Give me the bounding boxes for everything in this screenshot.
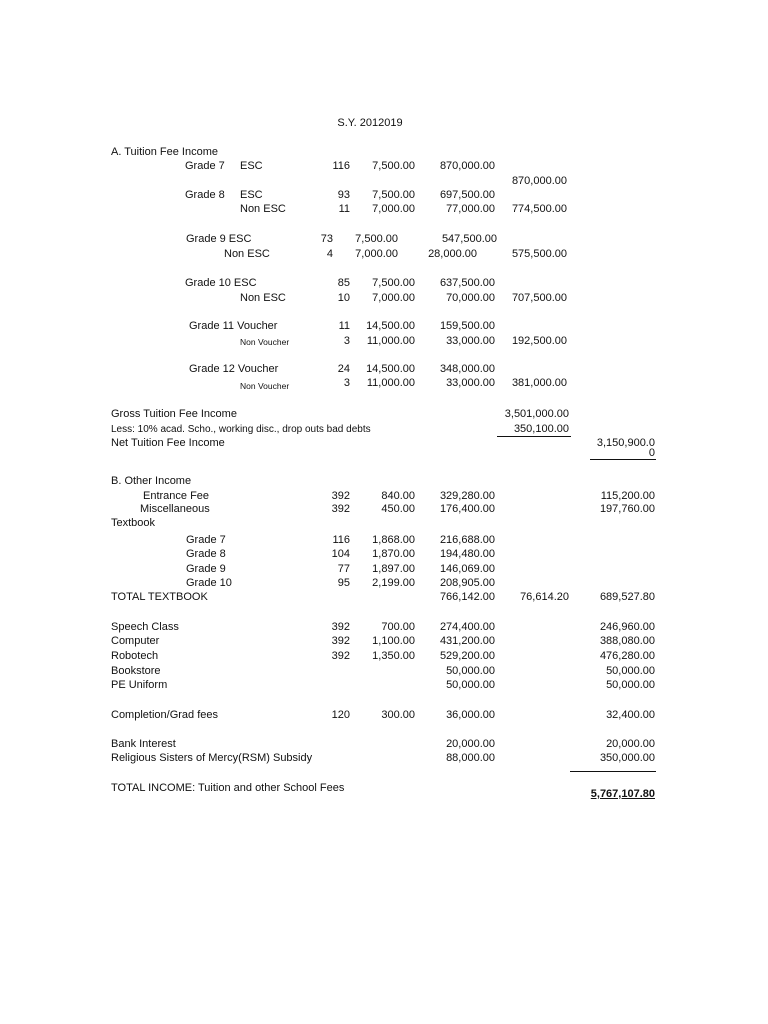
total-textbook-amount: 766,142.00: [439, 591, 495, 603]
robotech-amount: 529,200.00: [439, 650, 495, 662]
robotech-count: 392: [331, 650, 350, 662]
computer-amount: 431,200.00: [439, 635, 495, 647]
grade8-subtotal: 774,500.00: [511, 203, 567, 215]
grade10-esc-rate: 7,500.00: [372, 277, 415, 289]
textbook-grade7-rate: 1,868.00: [372, 534, 415, 546]
rsm-subsidy-label: Religious Sisters of Mercy(RSM) Subsidy: [111, 752, 313, 764]
grade9-nonesc-amount: 28,000.00: [428, 248, 477, 260]
grade9-esc-amount: 547,500.00: [441, 233, 497, 245]
robotech-net: 476,280.00: [599, 650, 655, 662]
bank-interest-label: Bank Interest: [111, 738, 176, 750]
section-a-heading: A. Tuition Fee Income: [111, 146, 218, 158]
textbook-heading: Textbook: [111, 517, 156, 529]
less-deductions-label: Less: 10% acad. Scho., working disc., drop outs bad debts: [111, 424, 371, 435]
grade9-subtotal: 575,500.00: [511, 248, 567, 260]
gross-tuition-amount: 3,501,000.00: [504, 408, 569, 420]
total-income-label: TOTAL INCOME: Tuition and other School Fees: [111, 782, 345, 794]
textbook-grade10-label: Grade 10: [186, 577, 232, 589]
grade10-nonesc-amount: 70,000.00: [446, 292, 495, 304]
grade8-nonesc-type: Non ESC: [240, 203, 286, 215]
grade12-voucher-amount: 348,000.00: [439, 363, 495, 375]
completion-fees-amount: 36,000.00: [446, 709, 495, 721]
grade10-subtotal: 707,500.00: [511, 292, 567, 304]
grade10-nonesc-type: Non ESC: [240, 292, 286, 304]
grade12-nonvoucher-count: 3: [343, 377, 350, 389]
grade10-label: Grade 10 ESC: [185, 277, 257, 289]
textbook-grade8-amount: 194,480.00: [439, 548, 495, 560]
net-tuition-amount-line2: 0: [648, 447, 655, 459]
subsidy-underline: [570, 771, 656, 772]
grade11-voucher-amount: 159,500.00: [439, 320, 495, 332]
grade11-voucher-rate: 14,500.00: [366, 320, 415, 332]
grade12-nonvoucher-rate: 11,000.00: [366, 377, 415, 389]
total-textbook-label: TOTAL TEXTBOOK: [111, 591, 208, 603]
textbook-grade7-amount: 216,688.00: [439, 534, 495, 546]
computer-rate: 1,100.00: [372, 635, 415, 647]
completion-fees-rate: 300.00: [381, 709, 415, 721]
gross-tuition-label: Gross Tuition Fee Income: [111, 408, 237, 420]
net-tuition-underline: [590, 459, 656, 460]
pe-uniform-net: 50,000.00: [606, 679, 655, 691]
textbook-grade8-rate: 1,870.00: [372, 548, 415, 560]
grade7-rate: 7,500.00: [372, 160, 415, 172]
miscellaneous-count: 392: [331, 503, 350, 515]
textbook-grade7-label: Grade 7: [186, 534, 226, 546]
grade12-voucher-rate: 14,500.00: [366, 363, 415, 375]
grade7-amount: 870,000.00: [439, 160, 495, 172]
pe-uniform-amount: 50,000.00: [446, 679, 495, 691]
total-textbook-net: 689,527.80: [599, 591, 655, 603]
bookstore-amount: 50,000.00: [446, 665, 495, 677]
total-textbook-less: 76,614.20: [520, 591, 569, 603]
grade12-nonvoucher-type: Non Voucher: [240, 381, 290, 391]
grade11-voucher-count: 11: [338, 320, 350, 332]
net-tuition-amount-line1: 3,150,900.0: [596, 437, 655, 449]
grade8-nonesc-rate: 7,000.00: [372, 203, 415, 215]
grade8-esc-type: ESC: [240, 189, 263, 201]
rsm-subsidy-amount: 88,000.00: [446, 752, 495, 764]
grade8-esc-rate: 7,500.00: [372, 189, 415, 201]
textbook-grade9-rate: 1,897.00: [372, 563, 415, 575]
textbook-grade8-count: 104: [331, 548, 350, 560]
completion-fees-label: Completion/Grad fees: [111, 709, 218, 721]
grade9-nonesc-rate: 7,000.00: [355, 248, 398, 260]
robotech-rate: 1,350.00: [372, 650, 415, 662]
grade12-nonvoucher-amount: 33,000.00: [446, 377, 495, 389]
computer-label: Computer: [111, 635, 160, 647]
bank-interest-net: 20,000.00: [606, 738, 655, 750]
grade7-label: Grade 7: [185, 160, 225, 172]
grade8-nonesc-amount: 77,000.00: [446, 203, 495, 215]
grade10-esc-amount: 637,500.00: [439, 277, 495, 289]
miscellaneous-label: Miscellaneous: [140, 503, 210, 515]
entrance-fee-net: 115,200.00: [600, 490, 655, 502]
miscellaneous-rate: 450.00: [381, 503, 415, 515]
rsm-subsidy-net: 350,000.00: [599, 752, 655, 764]
textbook-grade8-label: Grade 8: [186, 548, 226, 560]
grade12-subtotal: 381,000.00: [511, 377, 567, 389]
grade12-label: Grade 12 Voucher: [189, 363, 279, 375]
grade7-count: 116: [332, 160, 350, 172]
grade7-type: ESC: [240, 160, 263, 172]
computer-count: 392: [331, 635, 350, 647]
pe-uniform-label: PE Uniform: [111, 679, 168, 691]
grade11-nonvoucher-type: Non Voucher: [240, 337, 290, 347]
textbook-grade9-label: Grade 9: [186, 563, 226, 575]
page-title: S.Y. 2012019: [337, 117, 403, 129]
grade11-subtotal: 192,500.00: [511, 335, 567, 347]
computer-net: 388,080.00: [599, 635, 655, 647]
robotech-label: Robotech: [111, 650, 159, 662]
grade8-esc-count: 93: [337, 189, 350, 201]
grade10-nonesc-count: 10: [337, 292, 350, 304]
grade9-nonesc-type: Non ESC: [224, 248, 270, 260]
speech-class-count: 392: [331, 621, 350, 633]
section-b-heading: B. Other Income: [111, 475, 192, 487]
completion-fees-net: 32,400.00: [606, 709, 655, 721]
grade9-esc-count: 73: [320, 233, 333, 245]
textbook-grade10-rate: 2,199.00: [372, 577, 415, 589]
textbook-grade9-count: 77: [337, 563, 350, 575]
miscellaneous-net: 197,760.00: [599, 503, 655, 515]
textbook-grade7-count: 116: [332, 534, 350, 546]
grade9-nonesc-count: 4: [326, 248, 333, 260]
grade7-subtotal: 870,000.00: [511, 175, 567, 187]
miscellaneous-amount: 176,400.00: [439, 503, 495, 515]
textbook-grade10-amount: 208,905.00: [439, 577, 495, 589]
entrance-fee-label: Entrance Fee: [143, 490, 210, 502]
grade12-voucher-count: 24: [337, 363, 350, 375]
less-deductions-amount: 350,100.00: [513, 423, 569, 435]
bank-interest-amount: 20,000.00: [446, 738, 495, 750]
speech-class-rate: 700.00: [381, 621, 415, 633]
entrance-fee-rate: 840.00: [381, 490, 415, 502]
grade11-nonvoucher-rate: 11,000.00: [366, 335, 415, 347]
textbook-grade9-amount: 146,069.00: [439, 563, 495, 575]
grade8-nonesc-count: 11: [338, 203, 350, 215]
total-income-amount: 5,767,107.80: [590, 788, 655, 800]
grade10-nonesc-rate: 7,000.00: [372, 292, 415, 304]
bookstore-label: Bookstore: [111, 665, 161, 677]
net-tuition-label: Net Tuition Fee Income: [111, 437, 225, 449]
speech-class-net: 246,960.00: [599, 621, 655, 633]
grade8-label: Grade 8: [185, 189, 225, 201]
entrance-fee-amount: 329,280.00: [439, 490, 495, 502]
grade8-esc-amount: 697,500.00: [439, 189, 495, 201]
grade11-nonvoucher-amount: 33,000.00: [446, 335, 495, 347]
grade10-esc-count: 85: [337, 277, 350, 289]
textbook-grade10-count: 95: [337, 577, 350, 589]
completion-fees-count: 120: [331, 709, 350, 721]
entrance-fee-count: 392: [331, 490, 350, 502]
deductions-underline: [497, 436, 571, 437]
grade9-label: Grade 9 ESC: [186, 233, 252, 245]
grade9-esc-rate: 7,500.00: [355, 233, 398, 245]
grade11-nonvoucher-count: 3: [343, 335, 350, 347]
grade11-label: Grade 11 Voucher: [189, 320, 278, 332]
speech-class-amount: 274,400.00: [439, 621, 495, 633]
bookstore-net: 50,000.00: [606, 665, 655, 677]
speech-class-label: Speech Class: [111, 621, 179, 633]
